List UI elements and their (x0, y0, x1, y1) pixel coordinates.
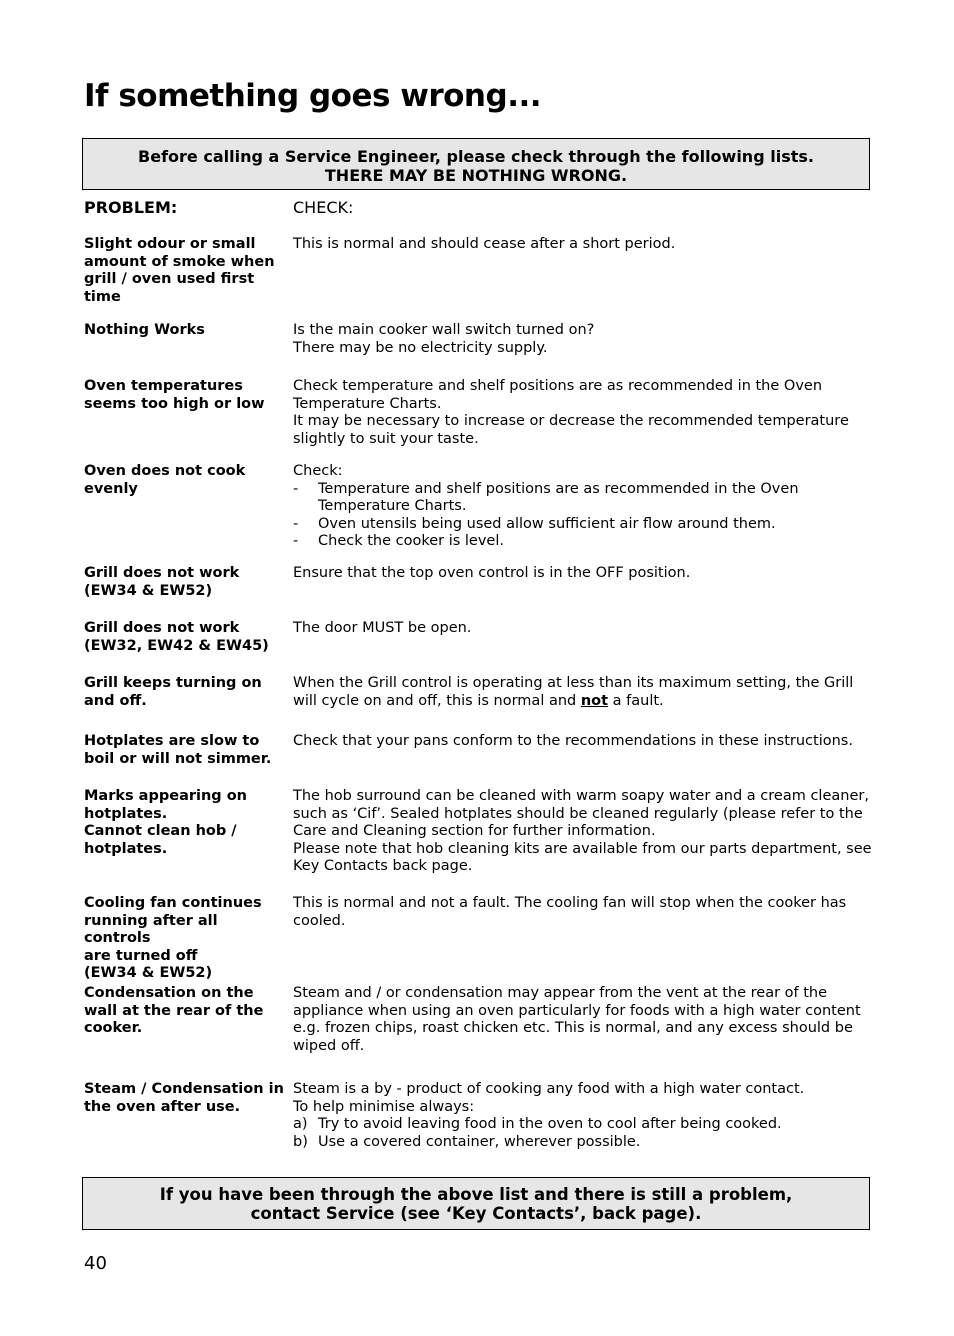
check-line: The door MUST be open. (293, 620, 472, 636)
check-line: This is normal and should cease after a short period. (293, 236, 676, 252)
check-line (293, 693, 873, 711)
page-number: 40 (84, 1253, 107, 1274)
problem-header: PROBLEM: (84, 198, 178, 217)
bullet-text: Temperature Charts. (318, 498, 467, 514)
check-line: Check that your pans conform to the recommendations in these instructions. (293, 733, 853, 749)
problem-cell (84, 895, 284, 983)
problem-cell (84, 733, 284, 768)
problem-line: Slight odour or small (84, 236, 256, 252)
check-cell (293, 733, 873, 751)
problem-line: (EW32, EW42 & EW45) (84, 637, 269, 654)
check-cell (293, 463, 873, 551)
problem-line: time (84, 288, 121, 305)
problem-cell (84, 463, 284, 498)
lettered-text: Try to avoid leaving food in the oven to cool after being cooked. (318, 1116, 782, 1132)
problem-line: Steam / Condensation in (84, 1081, 284, 1097)
notice-bottom-line2: contact Service (see ‘Key Contacts’, back page). (250, 1204, 702, 1223)
page-title: If something goes wrong... (84, 78, 542, 114)
emphasis-not: not (580, 692, 609, 709)
problem-line: Grill keeps turning on (84, 675, 262, 691)
notice-top-line1: Before calling a Service Engineer, please check through the following lists. (138, 147, 814, 166)
check-line: Ensure that the top oven control is in the OFF position. (293, 565, 691, 581)
problem-line: hotplates. (84, 840, 168, 857)
problem-line: Grill does not work (84, 565, 240, 581)
problem-line: Oven does not cook (84, 463, 246, 479)
problem-line: Nothing Works (84, 322, 205, 338)
problem-cell (84, 236, 284, 306)
check-line: cooled. (293, 912, 346, 929)
check-text: will cycle on and off, this is normal and (293, 692, 581, 709)
bullet-item (293, 533, 873, 551)
check-text: a fault. (608, 692, 664, 709)
check-line: Key Contacts back page. (293, 858, 473, 874)
check-cell (293, 788, 873, 876)
problem-line: evenly (84, 480, 138, 497)
bullet-item (293, 516, 873, 534)
problem-line: Cannot clean hob / (84, 823, 237, 839)
check-cell (293, 322, 873, 357)
check-line: such as ‘Cif’. Sealed hotplates should be cleaned regularly (please refer to the (293, 805, 863, 822)
lettered-text: Use a covered container, wherever possible. (318, 1133, 641, 1150)
check-line: Is the main cooker wall switch turned on? (293, 322, 595, 338)
bullet-marker: - (293, 533, 299, 549)
problem-cell (84, 620, 284, 655)
notice-box-bottom (82, 1177, 870, 1230)
check-cell (293, 1081, 873, 1151)
check-cell (293, 895, 873, 930)
lettered-item (293, 1116, 873, 1134)
problem-line: (EW34 & EW52) (84, 582, 213, 599)
problem-line: the oven after use. (84, 1098, 241, 1115)
problem-cell (84, 675, 284, 710)
check-line: Check temperature and shelf positions are as recommended in the Oven (293, 378, 823, 394)
problem-cell (84, 565, 284, 600)
bullet-text: Temperature and shelf positions are as recommended in the Oven (318, 480, 799, 497)
notice-box-top (82, 138, 870, 190)
problem-line: boil or will not simmer. (84, 750, 272, 767)
lettered-marker: b) (293, 1133, 308, 1150)
check-line: There may be no electricity supply. (293, 339, 548, 356)
check-line: When the Grill control is operating at less than its maximum setting, the Grill (293, 675, 854, 691)
problem-line: hotplates. (84, 805, 168, 822)
check-header: CHECK: (293, 198, 354, 217)
problem-line: cooker. (84, 1020, 143, 1036)
notice-top-line2: THERE MAY BE NOTHING WRONG. (324, 166, 628, 185)
problem-line: seems too high or low (84, 395, 265, 412)
check-line: It may be necessary to increase or decrease the recommended temperature (293, 413, 849, 429)
check-line: This is normal and not a fault. The cooling fan will stop when the cooker has (293, 895, 847, 911)
problem-line: and off. (84, 692, 147, 709)
problem-line: Condensation on the (84, 985, 254, 1001)
problem-line: Cooling fan continues (84, 895, 262, 911)
lettered-item (293, 1134, 873, 1152)
check-cell (293, 675, 873, 710)
problem-cell (84, 1081, 284, 1116)
problem-line: (EW34 & EW52) (84, 965, 213, 981)
problem-line: amount of smoke when (84, 253, 275, 270)
check-line: appliance when using an oven particularly for foods with a high water content (293, 1002, 861, 1019)
bullet-marker: - (293, 480, 299, 497)
check-line: Please note that hob cleaning kits are available from our parts department, see (293, 840, 872, 857)
problem-line: Hotplates are slow to (84, 733, 260, 749)
problem-line: Oven temperatures (84, 378, 243, 394)
check-line: wiped off. (293, 1037, 365, 1054)
problem-cell (84, 788, 284, 858)
check-line: Steam and / or condensation may appear from the vent at the rear of the (293, 985, 828, 1001)
check-cell (293, 378, 873, 448)
check-line: e.g. frozen chips, roast chicken etc. This is normal, and any excess should be (293, 1020, 853, 1036)
check-line: The hob surround can be cleaned with warm soapy water and a cream cleaner, (293, 788, 869, 804)
check-line: Steam is a by - product of cooking any food with a high water contact. (293, 1081, 805, 1097)
check-cell (293, 985, 873, 1055)
lettered-marker: a) (293, 1116, 308, 1132)
bullet-text: Oven utensils being used allow sufficient air flow around them. (318, 515, 776, 532)
check-line: To help minimise always: (293, 1098, 475, 1115)
problem-line: grill / oven used first (84, 271, 255, 287)
problem-line: running after all controls (84, 912, 218, 946)
problem-line: Grill does not work (84, 620, 240, 636)
problem-line: are turned off (84, 947, 198, 964)
check-cell (293, 565, 873, 583)
check-line: slightly to suit your taste. (293, 430, 479, 447)
bullet-text: Check the cooker is level. (318, 533, 504, 549)
check-cell (293, 236, 873, 254)
problem-cell (84, 985, 284, 1038)
check-line: Temperature Charts. (293, 395, 442, 412)
bullet-marker: - (293, 515, 299, 532)
check-cell (293, 620, 873, 638)
bullet-item (293, 481, 873, 516)
check-line: Check: (293, 463, 343, 479)
problem-line: wall at the rear of the (84, 1002, 264, 1019)
problem-line: Marks appearing on (84, 788, 248, 804)
problem-cell (84, 322, 284, 340)
problem-cell (84, 378, 284, 413)
notice-bottom-line1: If you have been through the above list and there is still a problem, (159, 1185, 793, 1204)
check-line: Care and Cleaning section for further information. (293, 823, 656, 839)
